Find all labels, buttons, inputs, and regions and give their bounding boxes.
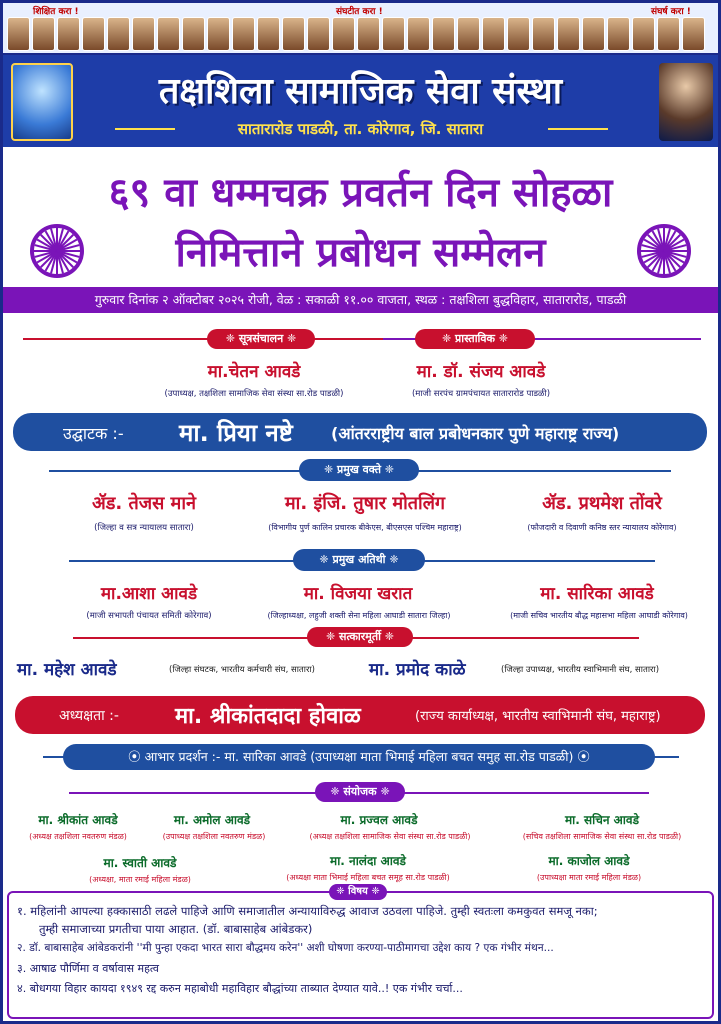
portrait-thumbnail <box>232 17 255 51</box>
organizer-role: (अध्यक्षा, माता रमाई महिला मंडळ) <box>89 875 191 884</box>
organizer-name: मा. श्रीकांत आवडे <box>38 813 118 827</box>
organizer-role: (अध्यक्षा माता भिमाई महिला बचत समूह सा.रोड पाडळी) <box>286 873 450 882</box>
portrait-thumbnail <box>57 17 80 51</box>
portrait-thumbnail <box>457 17 480 51</box>
slogan-educate: शिक्षित करा ! <box>33 7 79 17</box>
portrait-strip <box>3 3 718 55</box>
portrait-thumbnail <box>7 17 30 51</box>
guest-role: (जिल्हाध्यक्षा, लहुजी शक्ती सेना महिला आघाडी सातारा जिल्हा) <box>267 611 451 620</box>
date-venue-bar: गुरुवार दिनांक २ ऑक्टोबर २०२५ रोजी, वेळ : सकाळी ११.०० वाजता, स्थळ : तक्षशिला बुद्धविहार, सातारारोड, पाडळी <box>3 287 718 313</box>
felicitated-name: मा. महेश आवडे <box>17 660 117 680</box>
felicitated-name: मा. प्रमोद काळे <box>369 660 466 680</box>
felicitated-label: ❈ सत्कारमूर्ती ❈ <box>307 627 413 647</box>
slogan-agitate: संघर्ष करा ! <box>651 7 691 17</box>
president-label: अध्यक्षता :- <box>59 708 119 724</box>
inaugurator-role: (आंतरराष्ट्रीय बाल प्रबोधनकार पुणे महाराष्ट्र राज्य) <box>331 424 620 443</box>
event-title-line2: निमित्ताने प्रबोधन सम्मेलन <box>175 230 546 276</box>
organizers-label: ❈ संयोजक ❈ <box>315 782 405 802</box>
vote-of-thanks: ⦿ आभार प्रदर्शन :- मा. सारिका आवडे (उपाध्यक्षा माता भिमाई महिला बचत समुह सा.रोड पाडळी) ⦿ <box>63 744 655 770</box>
portrait-thumbnail <box>257 17 280 51</box>
portrait-thumbnail <box>632 17 655 51</box>
topic-item: २. डॉ. बाबासाहेब आंबेडकरांनी ''मी पुन्हा एकदा भारत सारा बौद्धमय करेन'' अशी घोषणा करण्या-पाठीमागचा उद्देश काय ? एक गंभीर मंथन... <box>17 942 554 954</box>
event-title-block <box>3 149 718 285</box>
portrait-thumbnail <box>582 17 605 51</box>
speaker-role: (जिल्हा व सत्र न्यायालय सातारा) <box>94 523 194 533</box>
topic-item: १. महिलांनी आपल्या हक्कासाठी लढले पाहिजे आणि समाजातील अन्यायाविरुद्ध आवाज उठवला पाहिजे. तुम्ही स्वतःला कमकुवत समजू नका; <box>17 904 598 918</box>
organizer-name: मा. सचिन आवडे <box>564 813 640 827</box>
slogan-organize: संघटीत करा ! <box>336 7 383 17</box>
portrait-thumbnail <box>432 17 455 51</box>
portrait-thumbnail <box>182 17 205 51</box>
speaker-name: मा. इंजि. तुषार मोतलिंग <box>284 493 446 514</box>
intro-label: ❈ प्रास्ताविक ❈ <box>415 329 535 349</box>
portrait-thumbnail <box>107 17 130 51</box>
topic-item: तुम्ही समाजाच्या प्रगतीचा पाया आहात. (डॉ. बाबासाहेब आंबेडकर) <box>39 922 313 936</box>
topic-item: ४. बोधगया विहार कायदा १९४९ रद्द करुन महाबोधी महाविहार बौद्धांच्या ताब्यात देण्यात यावे..! एक गंभीर चर्चा... <box>17 982 463 995</box>
organizer-name: मा. अमोल आवडे <box>173 813 251 827</box>
organizer-name: मा. प्रज्वल आवडे <box>340 813 418 827</box>
portrait-thumbnail <box>332 17 355 51</box>
organizer-name: मा. नालंदा आवडे <box>330 854 406 868</box>
portrait-thumbnail <box>657 17 680 51</box>
portrait-thumbnail <box>357 17 380 51</box>
organizer-role: (अध्यक्ष तक्षशिला सामाजिक सेवा संस्था सा.रोड पाडळी) <box>309 832 471 841</box>
intro-name: मा. डॉ. संजय आवडे <box>416 362 546 382</box>
org-title: तक्षशिला सामाजिक सेवा संस्था <box>158 71 563 112</box>
topic-item: ३. आषाढ पौर्णिमा व वर्षावास महत्व <box>17 962 159 975</box>
guest-name: मा. सारिका आवडे <box>540 584 654 604</box>
organizer-name: मा. काजोल आवडे <box>548 854 630 868</box>
portrait-thumbnail <box>607 17 630 51</box>
speaker-name: ॲड. प्रथमेश तोंवरे <box>542 493 662 514</box>
portrait-thumbnail <box>132 17 155 51</box>
topics-box <box>7 891 714 1019</box>
portrait-thumbnail <box>507 17 530 51</box>
portrait-thumbnail <box>682 17 705 51</box>
inaugurator-name: मा. प्रिया नष्टे <box>179 419 293 447</box>
event-title-line1: ६९ वा धम्मचक्र प्रवर्तन दिन सोहळा <box>108 170 613 216</box>
speakers-label: ❈ प्रमुख वक्ते ❈ <box>299 459 419 481</box>
organizer-name: मा. स्वाती आवडे <box>103 856 177 870</box>
inaugurator-label: उद्घाटक :- <box>63 424 124 443</box>
portrait-thumbnail <box>157 17 180 51</box>
organizer-role: (अध्यक्ष तक्षशिला नवतरुण मंडळ) <box>29 832 127 841</box>
felicitated-role: (जिल्हा संघटक, भारतीय कर्मचारी संघ, सातारा) <box>169 665 315 675</box>
portrait-thumbnail <box>82 17 105 51</box>
anchor-role: (उपाध्यक्ष, तक्षशिला सामाजिक सेवा संस्था सा.रोड पाडळी) <box>164 389 344 399</box>
guest-role: (माजी सभापती पंचायत समिती कोरेगाव) <box>86 611 212 621</box>
portrait-thumbnail <box>207 17 230 51</box>
portrait-thumbnail <box>557 17 580 51</box>
speaker-role: (विभागीय पुर्ण कालिन प्रचारक बीकेएस, बीएसएस पश्चिम महाराष्ट्र) <box>268 523 462 532</box>
guest-name: मा. विजया खरात <box>303 584 413 604</box>
guest-name: मा.आशा आवडे <box>100 584 198 604</box>
portrait-thumbnail <box>407 17 430 51</box>
speaker-name: ॲड. तेजस माने <box>92 493 196 514</box>
inaugurator-band <box>13 413 707 451</box>
organizer-role: (उपाध्यक्ष तक्षशिला नवतरुण मंडळ) <box>162 832 266 841</box>
portrait-thumbnail <box>282 17 305 51</box>
portrait-thumbnail <box>307 17 330 51</box>
organizer-role: (सचिव तक्षशिला सामाजिक सेवा संस्था सा.रोड पाडळी) <box>522 832 682 841</box>
president-name: मा. श्रीकांतदादा होवाळ <box>175 704 361 729</box>
organizer-role: (उपाध्यक्षा माता रमाई महिला मंडळ) <box>536 873 642 882</box>
speaker-role: (फौजदारी व दिवाणी कनिष्ठ स्तर न्यायालय कोरेगाव) <box>527 523 677 532</box>
portrait-row <box>7 17 705 51</box>
topics-label: ❈ विषय ❈ <box>329 884 387 900</box>
president-band <box>15 696 705 734</box>
divider <box>23 338 383 340</box>
anchor-name: मा.चेतन आवडे <box>207 362 301 382</box>
portrait-thumbnail <box>32 17 55 51</box>
portrait-thumbnail <box>382 17 405 51</box>
president-role: (राज्य कार्याध्यक्ष, भारतीय स्वाभिमानी संघ, महाराष्ट्र) <box>415 709 661 724</box>
org-address: सातारारोड पाडळी, ता. कोरेगाव, जि. सातारा <box>237 120 484 138</box>
guests-label: ❈ प्रमुख अतिथी ❈ <box>293 549 425 571</box>
org-header <box>3 55 718 147</box>
portrait-thumbnail <box>482 17 505 51</box>
guest-role: (माजी सचिव भारतीय बौद्ध महासभा महिला आघाडी कोरेगाव) <box>510 611 688 620</box>
intro-role: (माजी सरपंच ग्रामपंचायत सातारारोड पाडळी) <box>411 389 551 399</box>
portrait-thumbnail <box>532 17 555 51</box>
anchor-label: ❈ सूत्रसंचालन ❈ <box>207 329 315 349</box>
felicitated-role: (जिल्हा उपाध्यक्ष, भारतीय स्वाभिमानी संघ, सातारा) <box>501 665 660 675</box>
